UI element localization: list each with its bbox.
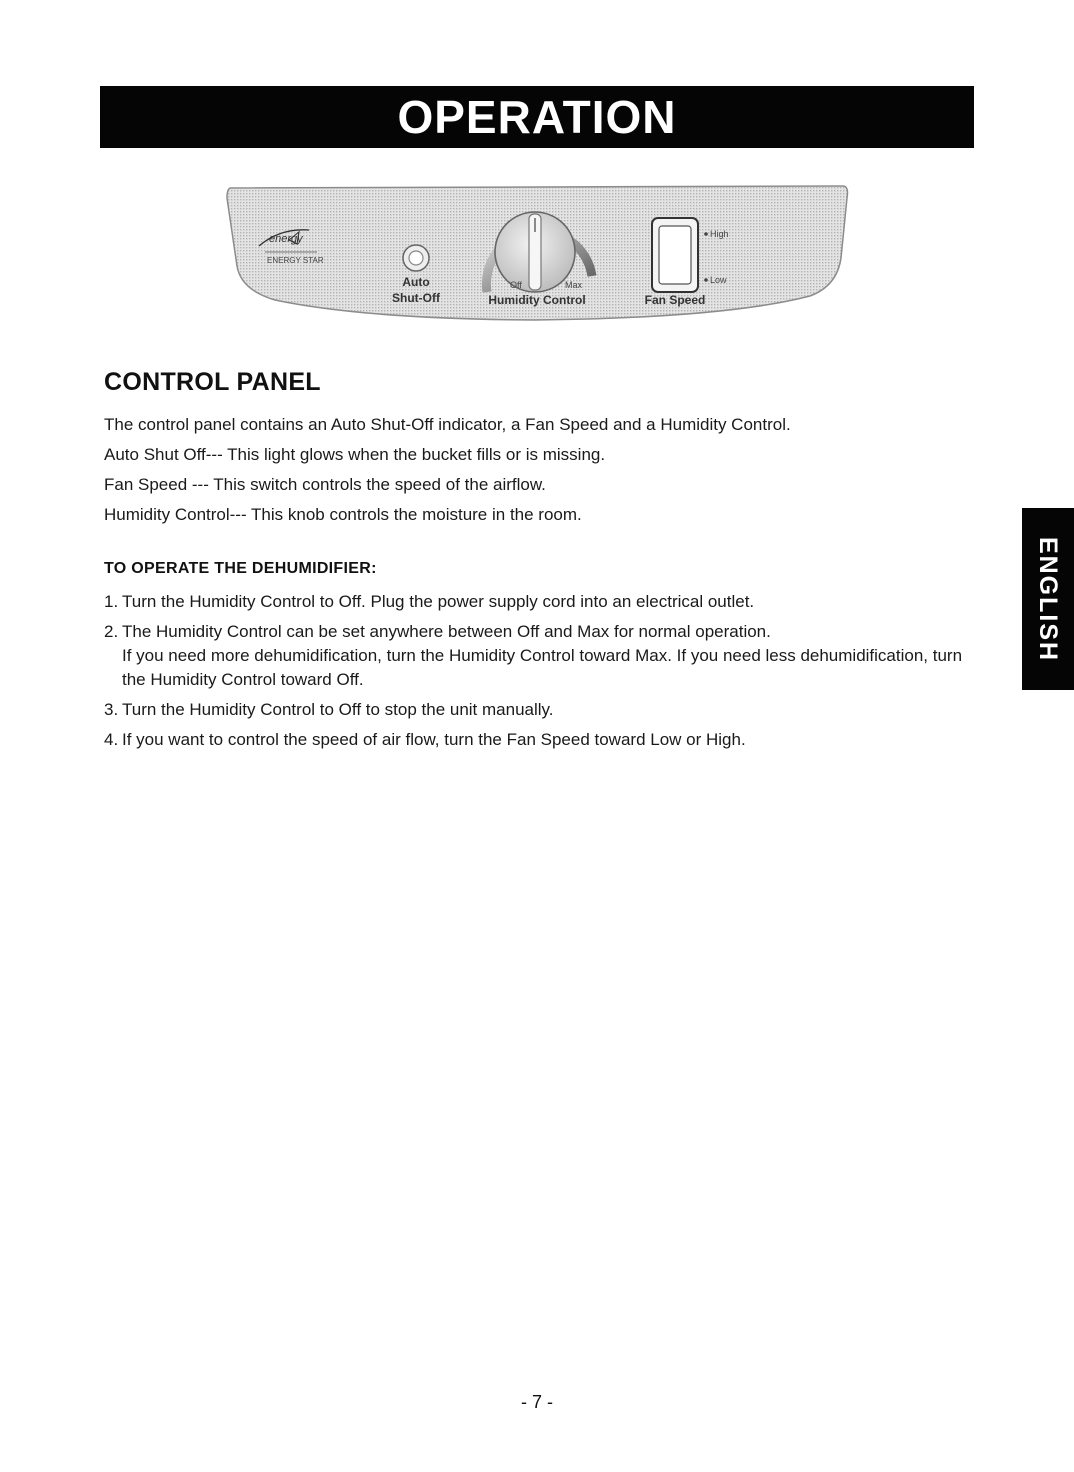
- off-label: Off: [510, 280, 522, 290]
- max-label: Max: [565, 280, 583, 290]
- step-item: [104, 698, 964, 722]
- language-side-tab: [1022, 508, 1074, 690]
- energy-star-label: ENERGY STAR: [267, 256, 324, 265]
- step-text: If you want to control the speed of air flow, turn the Fan Speed toward Low or High.: [122, 730, 746, 749]
- language-label: ENGLISH: [1034, 536, 1063, 662]
- energy-star-script: energy: [269, 233, 303, 245]
- low-label: Low: [710, 275, 727, 285]
- auto-label: Auto: [402, 275, 430, 289]
- step-item: [104, 728, 964, 752]
- step-text: Turn the Humidity Control to Off. Plug the power supply cord into an electrical outlet.: [122, 592, 755, 611]
- step-text: Turn the Humidity Control to Off to stop the unit manually.: [122, 700, 554, 719]
- step-number: 1.: [104, 592, 119, 611]
- fan-speed-label: Fan Speed: [644, 293, 706, 307]
- control-panel-illustration: [225, 178, 850, 328]
- operation-steps: [104, 590, 964, 758]
- description-line: Auto Shut Off--- This light glows when the bucket fills or is missing.: [104, 445, 606, 464]
- description-line: Humidity Control--- This knob controls the moisture in the room.: [104, 505, 582, 524]
- step-text: The Humidity Control can be set anywhere between Off and Max for normal operation.: [122, 622, 771, 641]
- control-panel-description: [104, 410, 964, 530]
- operation-title-bar: [100, 86, 974, 148]
- page-title: OPERATION: [397, 91, 677, 143]
- page-number: - 7 -: [520, 1392, 553, 1412]
- humidity-control-label: Humidity Control: [488, 293, 586, 307]
- step-number: 2.: [104, 622, 119, 641]
- description-line: Fan Speed --- This switch controls the speed of the airflow.: [104, 475, 546, 494]
- high-label: High: [710, 229, 729, 239]
- step-item: [104, 590, 964, 614]
- step-continuation: If you need more dehumidification, turn the Humidity Control toward Max. If you need less dehumidification, turn the Humidity Control toward Off.: [122, 646, 963, 689]
- shut-off-label: Shut-Off: [392, 291, 440, 305]
- step-number: 4.: [104, 730, 119, 749]
- step-item: [104, 620, 964, 692]
- control-panel-heading: CONTROL PANEL: [104, 368, 321, 396]
- operate-heading: TO OPERATE THE DEHUMIDIFIER:: [104, 560, 377, 577]
- description-line: The control panel contains an Auto Shut-Off indicator, a Fan Speed and a Humidity Control.: [104, 415, 791, 434]
- step-number: 3.: [104, 700, 119, 719]
